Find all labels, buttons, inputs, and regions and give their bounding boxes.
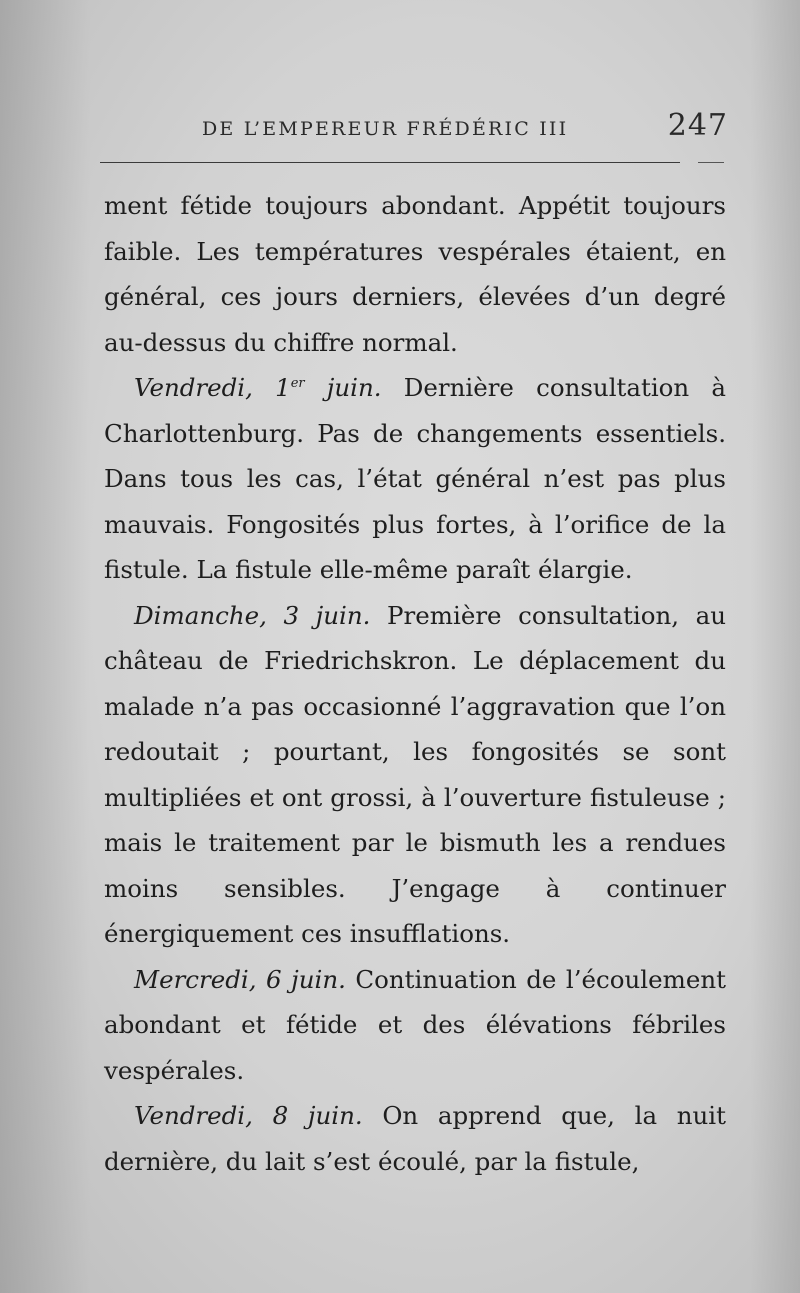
page-shadow-left <box>0 0 90 1293</box>
paragraph-entry-friday-8 <box>104 1093 726 1184</box>
entry-date: Dimanche, 3 juin. <box>134 600 371 630</box>
entry-date <box>134 373 382 402</box>
entry-date: Mercredi, 6 juin. <box>134 964 346 994</box>
entry-date-ordinal: er <box>290 375 305 391</box>
page-header <box>100 108 730 152</box>
running-head: DE L’EMPEREUR FRÉDÉRIC III <box>202 118 569 140</box>
header-rule-tail <box>698 162 724 163</box>
paragraph-text: Continuation de l’écoulement abondant et fétide et des élévations fébriles vespérales. <box>104 964 726 1085</box>
paragraph-text: ment fétide toujours abondant. Appétit toujours faible. Les températures vespérales étaient, en général, ces jours derniers, élevées d’un degré au-dessus du chiffre normal. <box>104 191 726 357</box>
paragraph-text: Première consultation, au château de Friedrichskron. Le déplacement du malade n’a pas occasionné l’aggravation que l’on redoutait ; pourtant, les fongosités se sont multipliées et ont grossi, à l’ouverture fistuleuse ; mais le traitement par le bismuth les a rendues moins sensibles. J’engage à continuer énergiquement ces insufflations. <box>104 600 726 948</box>
paragraph-continuation <box>104 183 726 365</box>
header-rule <box>100 162 680 163</box>
entry-date-tail: juin. <box>304 373 382 402</box>
page-number: 247 <box>667 108 728 143</box>
paragraph-text: On apprend que, la nuit dernière, du lait s’est écoulé, par la fistule, <box>104 1101 726 1176</box>
page-shadow-right <box>750 0 800 1293</box>
entry-date-main: Vendredi, 1 <box>134 373 291 402</box>
paragraph-entry-friday-1 <box>104 365 726 593</box>
entry-date: Vendredi, 8 juin. <box>134 1101 363 1130</box>
paragraph-text: Dernière consultation à Charlottenburg. Pas de changements essentiels. Dans tous les cas, l’état général n’est pas plus mauvais. Fongosités plus fortes, à l’orifice de la fistule. La fistule elle-même paraît élargie. <box>104 373 726 584</box>
paragraph-entry-wednesday-6 <box>104 957 726 1094</box>
paragraph-entry-sunday-3 <box>104 593 726 957</box>
body-text <box>104 183 726 1184</box>
